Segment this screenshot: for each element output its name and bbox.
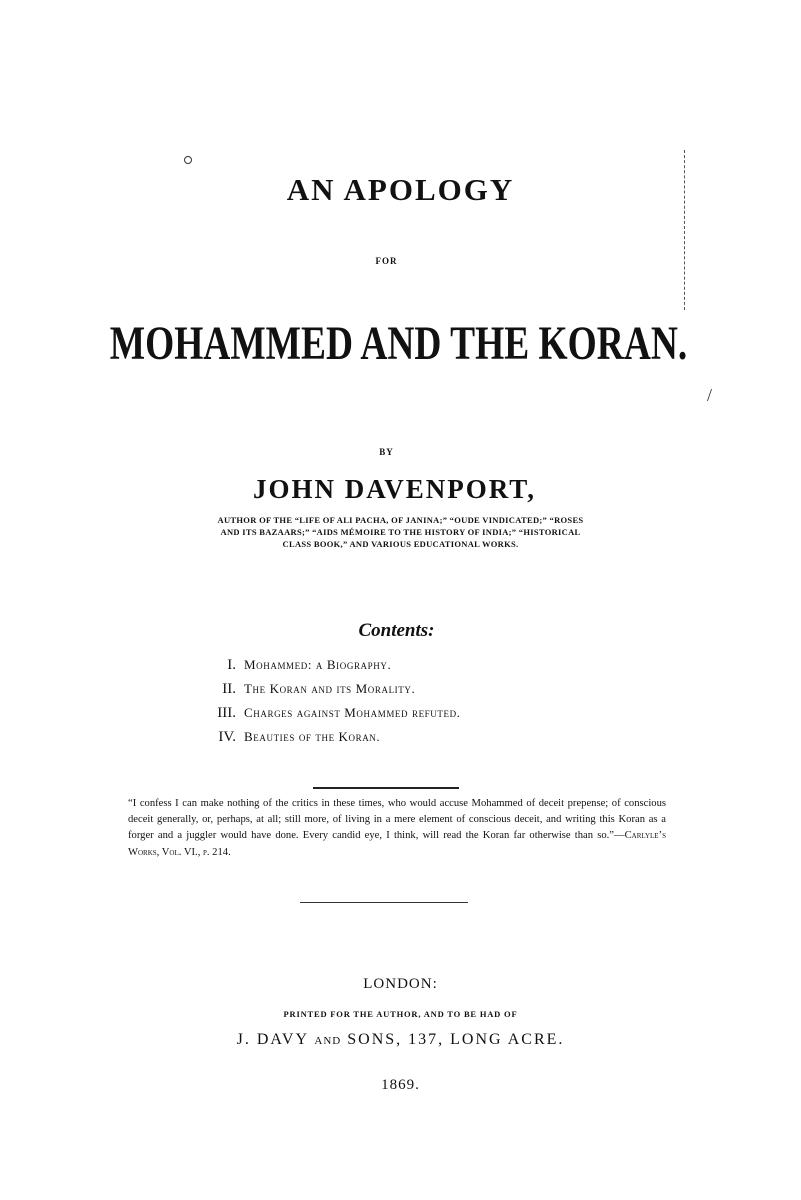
quote-text: “I confess I can make nothing of the critics in these times, who would accuse Mohammed of deceit prepense; of conscious deceit generally, or, perhaps, at all; still more, of living in a mere element of conscious deceit, and writing this Koran as a forger and a juggler would have done. Every candid eye, I think, will read the Koran far otherwise than so.”— xyxy=(128,798,666,842)
book-subject: MOHAMMED AND THE KORAN. xyxy=(109,317,688,370)
author-description-line: AUTHOR OF THE “LIFE OF ALI PACHA, OF JANINA;” “OUDE VINDICATED;” “ROSES xyxy=(217,515,584,525)
contents-item xyxy=(190,725,610,749)
contents-item-number: II. xyxy=(222,680,236,697)
ink-mark xyxy=(184,156,192,164)
contents-item-number: I. xyxy=(227,656,236,673)
imprint-publisher xyxy=(0,1031,801,1049)
scan-tick-mark: / xyxy=(707,385,713,405)
divider-rule xyxy=(300,902,468,903)
contents-heading: Contents: xyxy=(358,620,435,641)
contents-item-text: Charges against Mohammed refuted. xyxy=(244,705,461,720)
epigraph-quote xyxy=(128,796,666,861)
contents-list xyxy=(190,653,610,749)
title-connector: FOR xyxy=(375,256,398,266)
contents-item-text: Beauties of the Koran. xyxy=(244,729,381,744)
contents-item-number: III. xyxy=(217,704,236,721)
imprint-printed-for: PRINTED FOR THE AUTHOR, AND TO BE HAD OF xyxy=(283,1009,518,1019)
byline-by: BY xyxy=(379,447,394,457)
publisher-and: and xyxy=(314,1031,342,1048)
publisher-name: J. DAVY xyxy=(236,1031,309,1048)
author-name: JOHN DAVENPORT, xyxy=(252,474,537,504)
imprint-year: 1869. xyxy=(381,1077,420,1093)
contents-item xyxy=(190,653,610,677)
author-description-line: AND ITS BAZAARS;” “AIDS MÉMOIRE TO THE HISTORY OF INDIA;” “HISTORICAL xyxy=(220,527,581,537)
contents-item xyxy=(190,701,610,725)
contents-item-text: The Koran and its Morality. xyxy=(244,681,416,696)
author-description-line: CLASS BOOK,” AND VARIOUS EDUCATIONAL WORKS. xyxy=(282,539,519,549)
quote-citation: Carlyle’s Works, Vol. VI., p. 214. xyxy=(128,830,666,858)
contents-item-text: Mohammed: a Biography. xyxy=(244,657,392,672)
book-title: AN APOLOGY xyxy=(286,172,515,207)
imprint-city: LONDON: xyxy=(363,976,438,992)
author-description xyxy=(0,514,801,550)
contents-item xyxy=(190,677,610,701)
divider-rule xyxy=(313,787,459,789)
contents-item-number: IV. xyxy=(218,728,236,745)
publisher-address: SONS, 137, LONG ACRE. xyxy=(347,1031,565,1048)
